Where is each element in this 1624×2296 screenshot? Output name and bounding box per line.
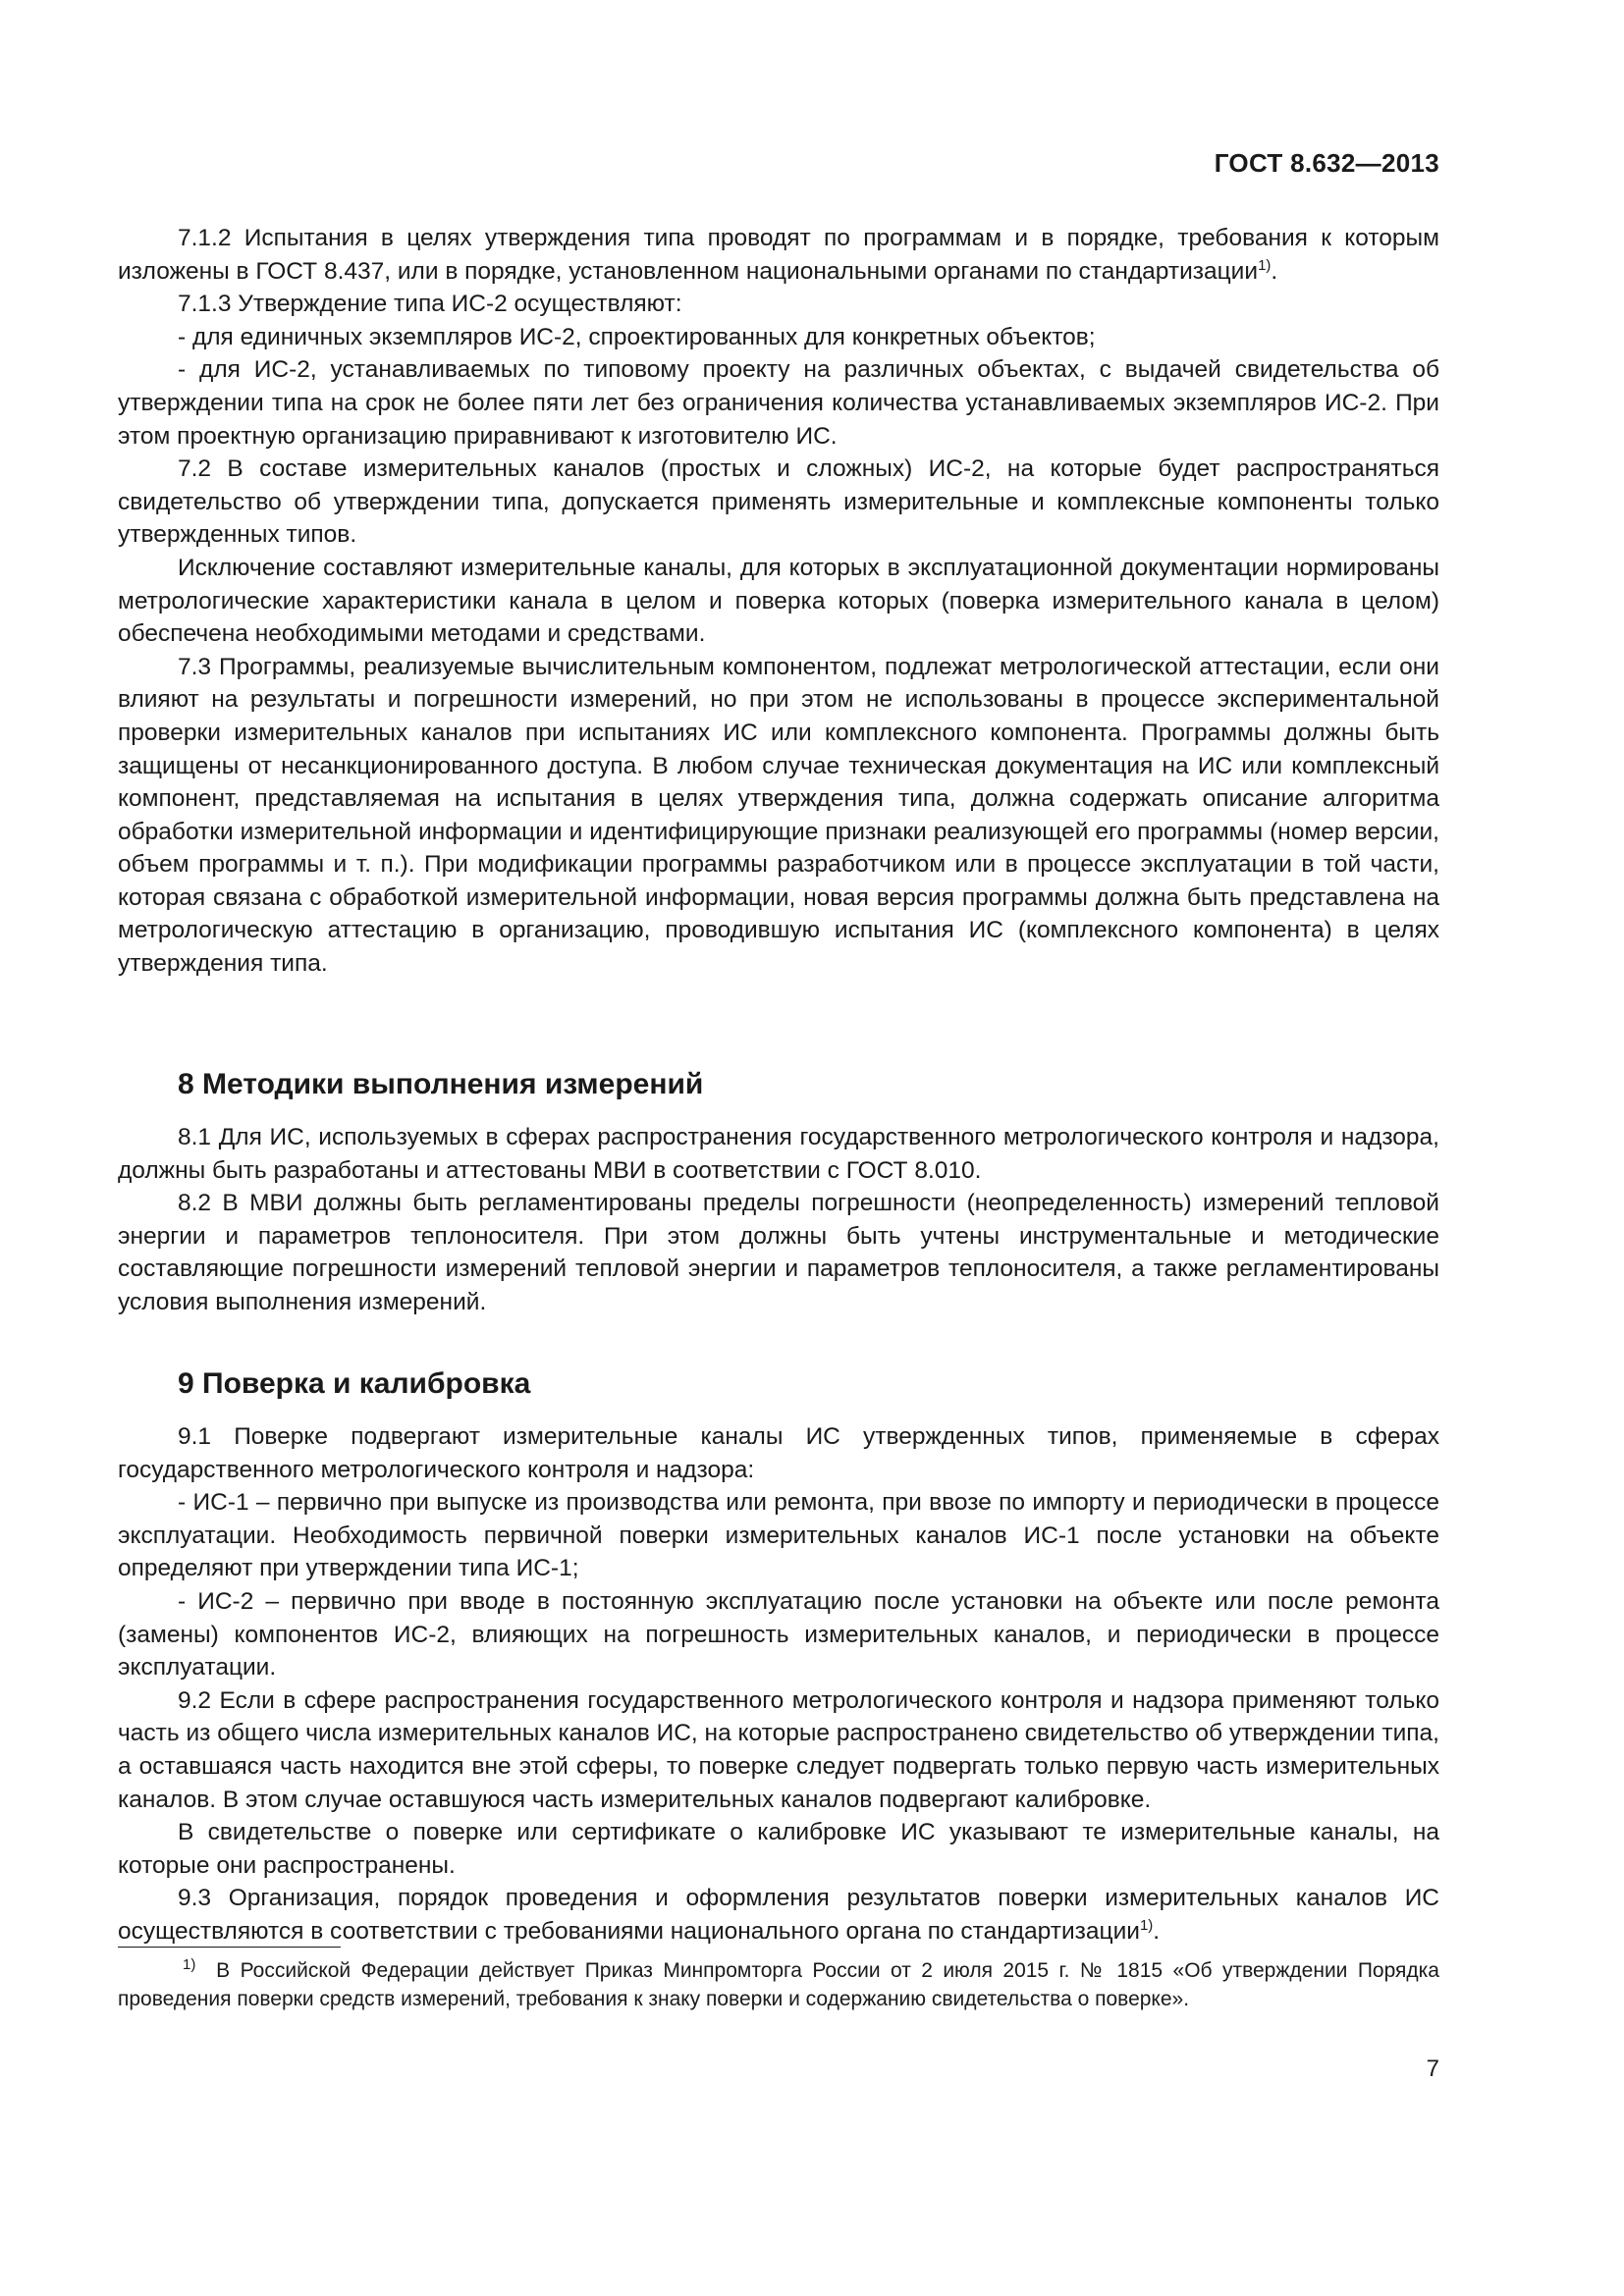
section-8-heading: 8 Методики выполнения измерений: [178, 1068, 704, 1100]
footnote-ref: 1): [1258, 256, 1272, 274]
paragraph-8-2: 8.2 В МВИ должны быть регламентированы пределы погрешности (неопределенность) измерений тепловой энергии и параметров теплоносителя. При этом должны быть учтены инструментальные и методические составляющие погрешности измерений тепловой энергии и параметров теплоносителя, а также регламентированы условия выполнения измерений.: [118, 1190, 1439, 1315]
list-item-7-1-3-1: - для единичных экземпляров ИС-2, спроектированных для конкретных объектов;: [178, 323, 1096, 350]
document-header-code: ГОСТ 8.632—2013: [1214, 148, 1439, 178]
section-7-continuation: [118, 222, 1439, 981]
section-8: [118, 1065, 1439, 1319]
paragraph-9-2-note: В свидетельстве о поверке или сертификате о калибровке ИС указывают те измерительные каналы, на которые они распространены.: [118, 1819, 1439, 1879]
footnote-text: В Российской Федерации действует Приказ Минпромторга России от 2 июля 2015 г. № 1815 «Об утверждении Порядка проведения поверки средств измерений, требования к знаку поверки и содержанию свидетельства о поверке».: [118, 1959, 1439, 2010]
paragraph-7-3: 7.3 Программы, реализуемые вычислительным компонентом, подлежат метрологической аттестации, если они влияют на результаты и погрешности измерений, но при этом не использованы в процессе экспериментальной проверки измерительных каналов при испытаниях ИС или комплексного компонента. Программы должны быть защищены от несанкционированного доступа. В любом случае техническая документация на ИС или комплексный компонент, представляемая на испытания в целях утверждения типа, должна содержать описание алгоритма обработки измерительной информации и идентифицирующие признаки реализующей его программы (номер версии, объем программы и т. п.). При модификации программы разработчиком или в процессе эксплуатации в той части, которая связана с обработкой измерительной информации, новая версия программы должна быть представлена на метрологическую аттестацию в организацию, проводившую испытания ИС (комплексного компонента) в целях утверждения типа.: [118, 653, 1439, 978]
paragraph-7-2: 7.2 В составе измерительных каналов (простых и сложных) ИС-2, на которые будет распространяться свидетельство об утверждении типа, допускается применять измерительные и комплексные компоненты только утвержденных типов.: [118, 455, 1439, 549]
list-item-7-1-3-2: - для ИС-2, устанавливаемых по типовому проекту на различных объектах, с выдачей свидетельства об утверждении типа на срок не более пяти лет без ограничения количества устанавливаемых экземпляров ИС-2. При этом проектную организацию приравнивают к изготовителю ИС.: [118, 356, 1439, 450]
paragraph-7-1-2-end: .: [1271, 257, 1278, 285]
list-item-9-1-2: - ИС-2 – первично при вводе в постоянную эксплуатацию после установки на объекте или после ремонта (замены) компонентов ИС-2, влияющих на погрешность измерительных каналов, и периодически в процессе эксплуатации.: [118, 1587, 1439, 1682]
paragraph-9-3-text: 9.3 Организация, порядок проведения и оформления результатов поверки измерительных каналов ИС осуществляются в соответствии с требованиями национального органа по стандартизации: [118, 1885, 1439, 1945]
paragraph-7-2-exception: Исключение составляют измерительные каналы, для которых в эксплуатационной документации нормированы метрологические характеристики канала в целом и поверка которых (поверка измерительного канала в целом) обеспечена необходимыми методами и средствами.: [118, 554, 1439, 648]
paragraph-7-1-3: 7.1.3 Утверждение типа ИС-2 осуществляют:: [178, 291, 682, 318]
section-9-heading: 9 Поверка и калибровка: [178, 1367, 531, 1400]
paragraph-9-2: 9.2 Если в сфере распространения государственного метрологического контроля и надзора применяют только часть из общего числа измерительных каналов ИС, на которые распространено свидетельство об утверждении типа, а оставшаяся часть находится вне этой сферы, то поверке следует подвергать только первую часть измерительных каналов. В этом случае оставшуюся часть измерительных каналов подвергают калибровке.: [118, 1686, 1439, 1813]
footnote-ref: 1): [1139, 1916, 1154, 1934]
paragraph-8-1: 8.1 Для ИС, используемых в сферах распространения государственного метрологического контроля и надзора, должны быть разработаны и аттестованы МВИ в соответствии с ГОСТ 8.010.: [118, 1124, 1439, 1184]
footnote-marker: 1): [183, 1956, 196, 1973]
footnotes: [118, 1957, 1439, 2013]
paragraph-9-1: 9.1 Поверке подвергают измерительные каналы ИС утвержденных типов, применяемые в сферах государственного метрологического контроля и надзора:: [118, 1423, 1439, 1483]
footnote-1: [118, 1957, 1439, 2013]
page-number: 7: [1426, 2056, 1439, 2082]
section-9: [118, 1364, 1439, 1949]
footnote-divider: [118, 1947, 341, 1948]
list-item-9-1-1: - ИС-1 – первично при выпуске из производства или ремонта, при ввозе по импорту и периодически в процессе эксплуатации. Необходимость первичной поверки измерительных каналов ИС-1 после установки на объекте определяют при утверждении типа ИС-1;: [118, 1489, 1439, 1582]
paragraph-7-1-2: [118, 222, 1439, 288]
paragraph-7-1-2-text: 7.1.2 Испытания в целях утверждения типа проводят по программам и в порядке, требования к которым изложены в ГОСТ 8.437, или в порядке, установленном национальными органами по стандартизации: [118, 225, 1439, 285]
paragraph-9-3-end: .: [1153, 1917, 1161, 1945]
paragraph-9-3: [118, 1882, 1439, 1948]
